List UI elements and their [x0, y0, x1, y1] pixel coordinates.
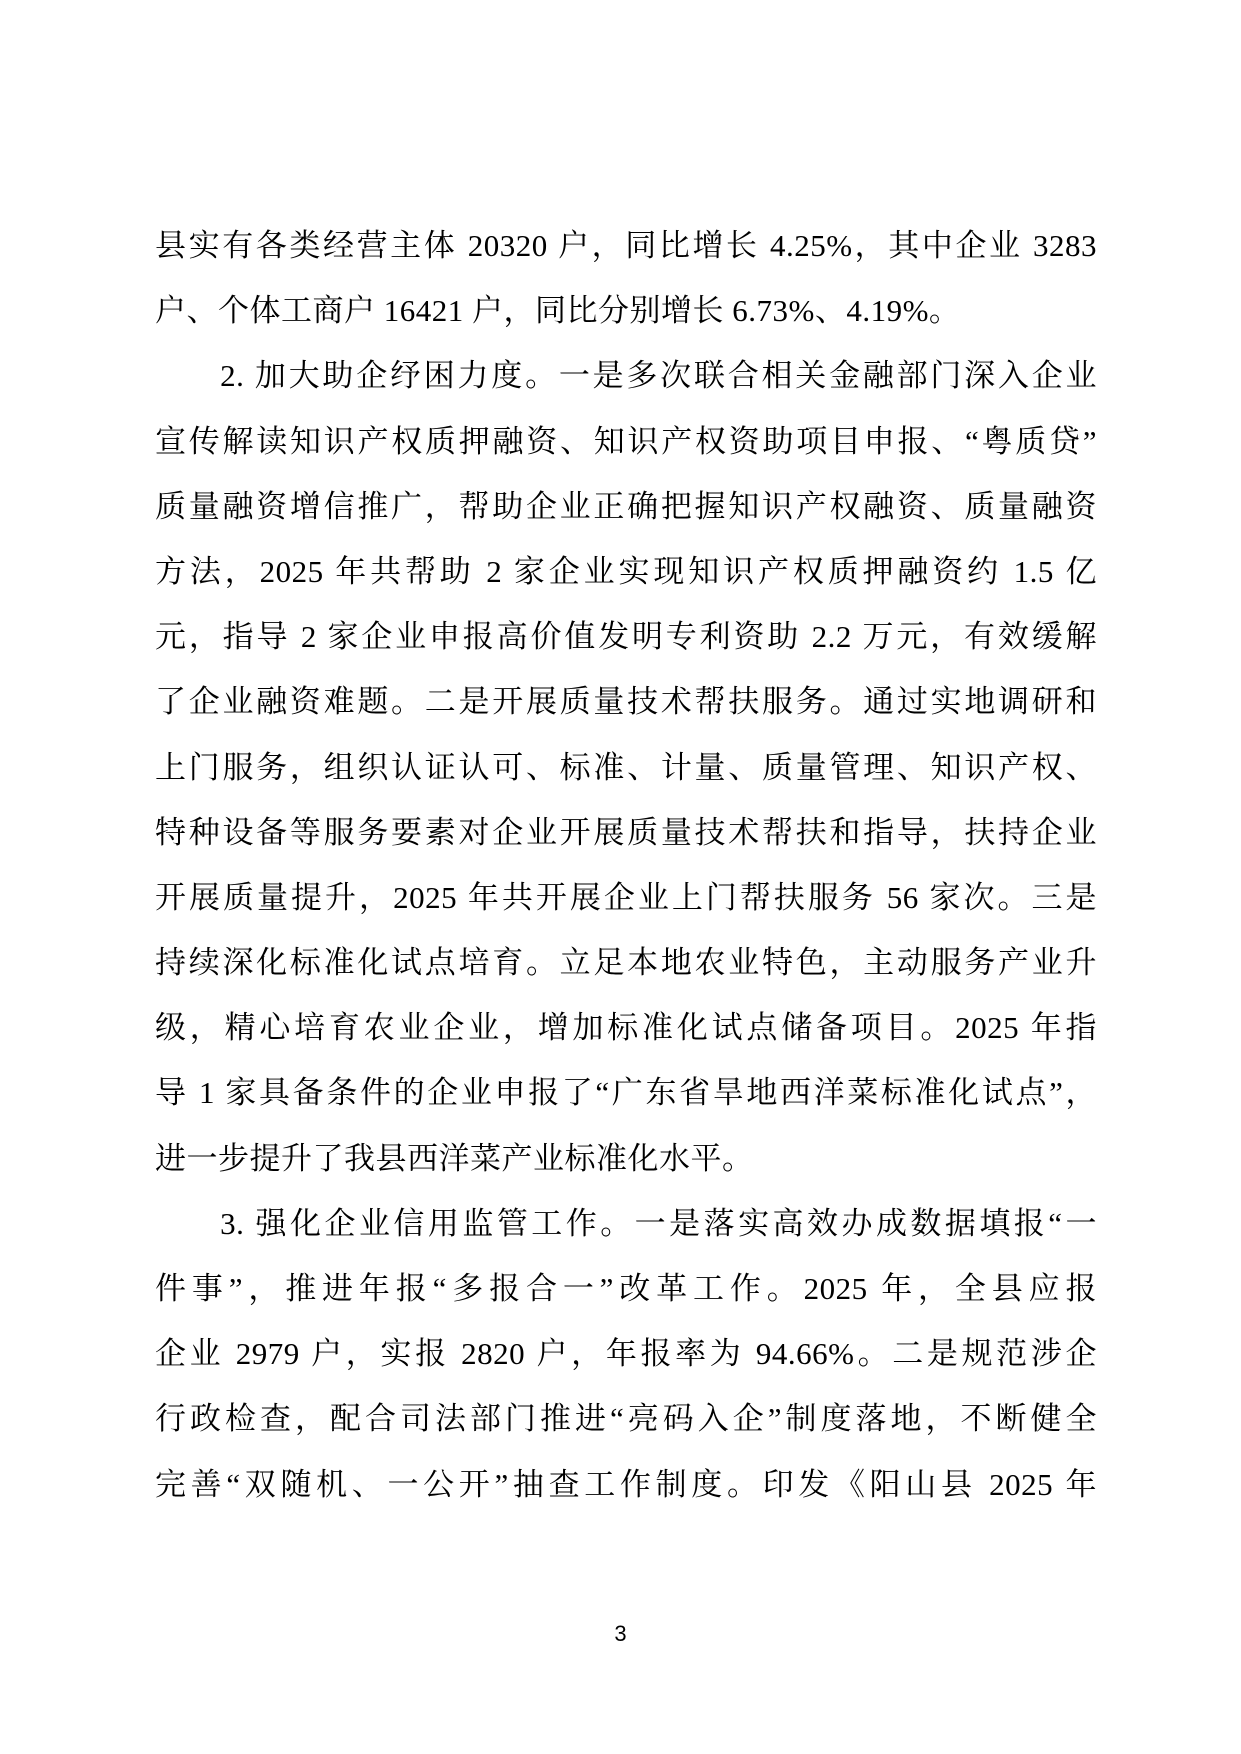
body-line: 2. 加大助企纾困力度。一是多次联合相关金融部门深入企业: [220, 358, 1097, 394]
body-line: 开展质量提升，2025 年共开展企业上门帮扶服务 56 家次。三是: [155, 879, 1097, 915]
body-line: 宣传解读知识产权质押融资、知识产权资助项目申报、“粤质贷”: [155, 423, 1097, 459]
body-line: 级，精心培育农业企业，增加标准化试点储备项目。2025 年指: [155, 1010, 1097, 1046]
body-line: 了企业融资难题。二是开展质量技术帮扶服务。通过实地调研和: [155, 684, 1097, 720]
body-line: 上门服务，组织认证认可、标准、计量、质量管理、知识产权、: [155, 749, 1097, 785]
body-line: 质量融资增信推广，帮助企业正确把握知识产权融资、质量融资: [155, 488, 1097, 524]
body-line: 进一步提升了我县西洋菜产业标准化水平。: [155, 1140, 754, 1176]
body-line: 特种设备等服务要素对企业开展质量技术帮扶和指导，扶持企业: [155, 814, 1097, 850]
body-line: 方法，2025 年共帮助 2 家企业实现知识产权质押融资约 1.5 亿: [155, 553, 1097, 589]
body-line: 件事”，推进年报“多报合一”改革工作。2025 年，全县应报: [155, 1271, 1097, 1306]
body-line: 户、个体工商户 16421 户，同比分别增长 6.73%、4.19%。: [155, 293, 961, 329]
body-line: 3. 强化企业信用监管工作。一是落实高效办成数据填报“一: [220, 1205, 1097, 1241]
body-line: 元，指导 2 家企业申报高价值发明专利资助 2.2 万元，有效缓解: [155, 619, 1097, 655]
body-line: 县实有各类经营主体 20320 户，同比增长 4.25%，其中企业 3283: [155, 228, 1097, 263]
body-line: 完善“双随机、一公开”抽查工作制度。印发《阳山县 2025 年: [155, 1466, 1097, 1502]
page-number: 3: [614, 1621, 627, 1646]
body-text-block: [155, 213, 1097, 1517]
body-line: 行政检查，配合司法部门推进“亮码入企”制度落地，不断健全: [155, 1401, 1097, 1437]
body-line: 持续深化标准化试点培育。立足本地农业特色，主动服务产业升: [155, 945, 1097, 981]
body-line: 企业 2979 户，实报 2820 户，年报率为 94.66%。二是规范涉企: [155, 1336, 1097, 1372]
body-line: 导 1 家具备条件的企业申报了“广东省旱地西洋菜标准化试点”，: [155, 1075, 1097, 1111]
